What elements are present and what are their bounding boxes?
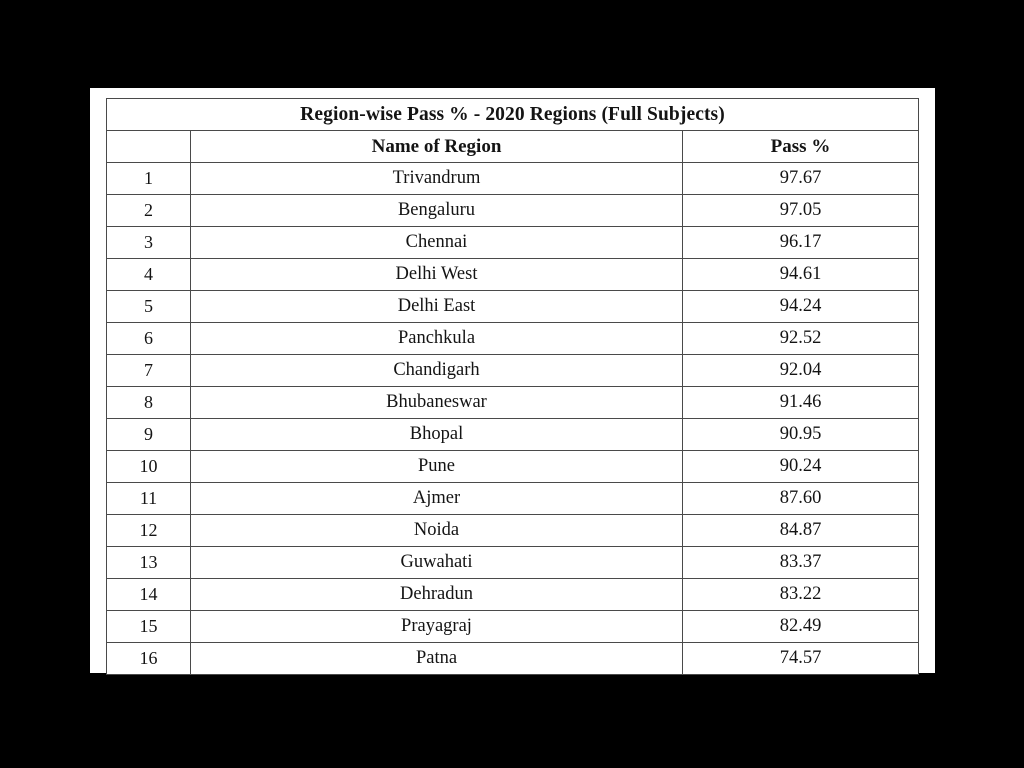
row-pass: 92.04 (683, 355, 919, 387)
row-serial: 12 (107, 515, 191, 547)
table-row (107, 387, 919, 419)
row-pass: 87.60 (683, 483, 919, 515)
document-page (90, 88, 935, 673)
row-serial: 15 (107, 611, 191, 643)
row-region: Delhi East (191, 291, 683, 323)
table-row (107, 355, 919, 387)
row-pass: 96.17 (683, 227, 919, 259)
row-region: Prayagraj (191, 611, 683, 643)
column-header-region: Name of Region (191, 131, 683, 163)
table-title: Region-wise Pass % - 2020 Regions (Full Subjects) (107, 99, 919, 131)
table-row (107, 227, 919, 259)
row-pass: 90.24 (683, 451, 919, 483)
table-row (107, 419, 919, 451)
table-row (107, 547, 919, 579)
row-pass: 84.87 (683, 515, 919, 547)
region-pass-table (106, 98, 919, 675)
table-row (107, 451, 919, 483)
row-region: Trivandrum (191, 163, 683, 195)
row-pass: 74.57 (683, 643, 919, 675)
row-region: Patna (191, 643, 683, 675)
row-pass: 97.05 (683, 195, 919, 227)
row-region: Bengaluru (191, 195, 683, 227)
row-serial: 2 (107, 195, 191, 227)
row-serial: 9 (107, 419, 191, 451)
row-serial: 16 (107, 643, 191, 675)
row-region: Guwahati (191, 547, 683, 579)
row-serial: 4 (107, 259, 191, 291)
table-row (107, 163, 919, 195)
row-serial: 5 (107, 291, 191, 323)
row-serial: 1 (107, 163, 191, 195)
table-row (107, 195, 919, 227)
table-row (107, 611, 919, 643)
row-pass: 82.49 (683, 611, 919, 643)
row-pass: 94.61 (683, 259, 919, 291)
row-pass: 83.37 (683, 547, 919, 579)
table-row (107, 259, 919, 291)
row-pass: 92.52 (683, 323, 919, 355)
table-row (107, 323, 919, 355)
row-region: Chandigarh (191, 355, 683, 387)
table-row (107, 643, 919, 675)
row-serial: 10 (107, 451, 191, 483)
row-region: Dehradun (191, 579, 683, 611)
row-pass: 91.46 (683, 387, 919, 419)
row-serial: 8 (107, 387, 191, 419)
row-region: Pune (191, 451, 683, 483)
table-row (107, 483, 919, 515)
row-pass: 97.67 (683, 163, 919, 195)
row-serial: 14 (107, 579, 191, 611)
table-row (107, 515, 919, 547)
table-title-row (107, 99, 919, 131)
row-region: Bhubaneswar (191, 387, 683, 419)
row-region: Bhopal (191, 419, 683, 451)
row-region: Delhi West (191, 259, 683, 291)
column-header-pass: Pass % (683, 131, 919, 163)
row-serial: 6 (107, 323, 191, 355)
column-header-serial (107, 131, 191, 163)
row-region: Noida (191, 515, 683, 547)
table-row (107, 291, 919, 323)
row-region: Ajmer (191, 483, 683, 515)
row-region: Panchkula (191, 323, 683, 355)
row-serial: 7 (107, 355, 191, 387)
table-row (107, 579, 919, 611)
row-region: Chennai (191, 227, 683, 259)
table-header-row (107, 131, 919, 163)
table-container (106, 98, 918, 675)
row-serial: 11 (107, 483, 191, 515)
row-pass: 90.95 (683, 419, 919, 451)
row-serial: 13 (107, 547, 191, 579)
row-serial: 3 (107, 227, 191, 259)
row-pass: 83.22 (683, 579, 919, 611)
row-pass: 94.24 (683, 291, 919, 323)
